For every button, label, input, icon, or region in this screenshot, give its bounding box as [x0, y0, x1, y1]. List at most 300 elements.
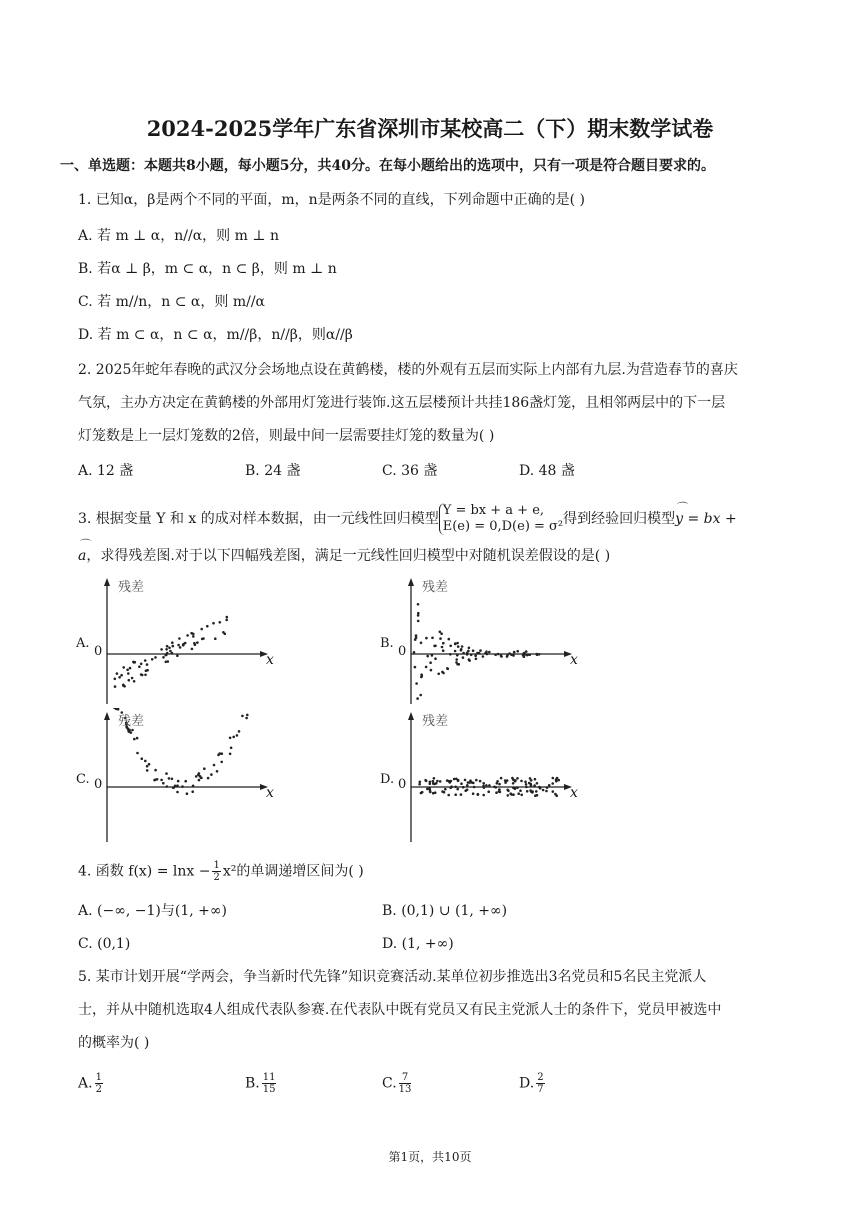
residual-dot: [479, 649, 482, 652]
residual-dot: [133, 680, 136, 683]
residual-dot: [525, 650, 528, 653]
residual-dot: [512, 793, 515, 796]
residual-dot: [415, 682, 418, 685]
residual-dot: [512, 787, 515, 790]
residual-dot: [140, 663, 143, 666]
plot-b-ylabel: 残差: [422, 580, 449, 595]
question-4-option-b: B. (0,1) ∪ (1, +∞): [382, 903, 508, 919]
question-2-line-3: 灯笼数是上一层灯笼数的2倍，则最中间一层需要挂灯笼的数量为( ): [78, 428, 495, 444]
question-4-option-d: D. (1, +∞): [382, 936, 454, 952]
residual-dot: [536, 782, 539, 785]
residual-dot: [177, 780, 180, 783]
residual-dot: [225, 619, 228, 622]
residual-dot: [129, 667, 132, 670]
residual-dot: [122, 666, 125, 669]
residual-dot: [197, 774, 200, 777]
y-axis-arrow: [104, 712, 110, 720]
residual-dot: [516, 786, 519, 789]
question-2-line-1: 2. 2025年蛇年春晚的武汉分会场地点设在黄鹤楼，楼的外观有五层而实际上内部有九层.为营造春节的喜庆: [78, 362, 738, 378]
residual-dot: [470, 654, 473, 657]
residual-dot: [179, 646, 182, 649]
residual-dot: [504, 779, 507, 782]
y-axis-arrow: [408, 578, 414, 586]
question-4-text-b: x²的单调递增区间为( ): [222, 863, 364, 880]
residual-dot: [441, 646, 444, 649]
question-3-line-2: [78, 546, 610, 566]
residual-dot: [132, 661, 135, 664]
model-eq-1: Y = bx + a + e,: [442, 503, 545, 518]
question-5-line-2: 士，并从中随机选取4人组成代表队参赛.在代表队中既有党员又有民主党派人士的条件下，党员甲被选中: [78, 1002, 722, 1018]
y-axis-arrow: [408, 712, 414, 720]
residual-dot: [141, 757, 144, 760]
residual-dot: [167, 660, 170, 663]
residual-dot: [506, 654, 509, 657]
residual-dot: [525, 783, 528, 786]
residual-dot: [555, 794, 558, 797]
residual-dot: [171, 652, 174, 655]
residual-dot: [213, 764, 216, 767]
residual-dot: [232, 736, 235, 739]
residual-dot: [460, 649, 463, 652]
residual-dot: [456, 654, 459, 657]
residual-dot: [186, 634, 189, 637]
residual-dot: [525, 786, 528, 789]
residual-dot: [482, 794, 485, 797]
residual-dot: [498, 788, 501, 791]
residual-dot: [507, 790, 510, 793]
residual-dot: [449, 781, 452, 784]
plot-c-xlabel: x: [266, 785, 274, 801]
residual-dot: [144, 659, 147, 662]
residual-dot: [477, 793, 480, 796]
residual-dot: [479, 780, 482, 783]
residual-dot: [454, 650, 457, 653]
plot-a-origin: 0: [94, 644, 103, 659]
residual-dot: [131, 677, 134, 680]
residual-dot: [500, 655, 503, 658]
residual-dot: [191, 790, 194, 793]
residual-dot: [136, 737, 139, 740]
residual-dot: [456, 788, 459, 791]
residual-dot: [414, 666, 417, 669]
residual-dot: [120, 674, 123, 677]
residual-dot: [417, 603, 420, 606]
residual-dot: [497, 653, 500, 656]
residual-dot: [442, 642, 445, 645]
residual-dot: [133, 738, 136, 741]
residual-dot: [144, 674, 147, 677]
fraction-numerator: 11: [262, 1072, 276, 1083]
residual-dot: [160, 648, 163, 651]
residual-dot: [226, 616, 229, 619]
residual-dot: [487, 790, 490, 793]
residual-dot: [418, 783, 421, 786]
residual-dot: [483, 786, 486, 789]
residual-dot: [436, 780, 439, 783]
residual-dot: [468, 647, 471, 650]
residual-dot: [510, 653, 513, 656]
fraction-denominator: 2: [95, 1084, 102, 1095]
residual-dot: [169, 650, 172, 653]
plot-d-xlabel: x: [570, 785, 578, 801]
residual-dot: [165, 648, 168, 651]
residual-dot: [439, 631, 442, 634]
residual-dot: [414, 638, 417, 641]
residual-dot: [165, 772, 168, 775]
residual-dot: [207, 777, 210, 780]
residual-plot-d-svg: [380, 708, 590, 844]
option-label: C.: [382, 1075, 397, 1092]
residual-dot: [512, 782, 515, 785]
residual-dot: [472, 792, 475, 795]
residual-dot: [528, 782, 531, 785]
residual-points: [114, 616, 229, 688]
residual-dot: [434, 791, 437, 794]
residual-dot: [449, 645, 452, 648]
residual-dot: [184, 780, 187, 783]
residual-dot: [154, 769, 157, 772]
residual-dot: [229, 753, 232, 756]
question-1-option-a: A. 若 m ⊥ α，n//α，则 m ⊥ n: [78, 228, 279, 244]
residual-dot: [222, 631, 225, 634]
residual-dot: [442, 649, 445, 652]
question-4-text-a: 4. 函数 f(x) = lnx −: [78, 863, 211, 880]
residual-dot: [455, 778, 458, 781]
plot-a-xlabel: x: [266, 652, 274, 668]
residual-dot: [192, 635, 195, 638]
residual-dot: [196, 641, 199, 644]
residual-dot: [495, 791, 498, 794]
residual-dot: [464, 779, 467, 782]
question-4-stem: [78, 860, 364, 883]
residual-dot: [212, 622, 215, 625]
residual-dot: [131, 729, 134, 732]
residual-dot: [434, 657, 437, 660]
residual-dot: [475, 779, 478, 782]
residual-dot: [118, 676, 121, 679]
fraction-numerator: 2: [537, 1072, 544, 1083]
residual-dot: [526, 790, 529, 793]
residual-dot: [455, 658, 458, 661]
residual-dot: [552, 777, 555, 780]
residual-dot: [114, 685, 117, 688]
question-3-text-a: 3. 根据变量 Y 和 x 的成对样本数据，由一元线性回归模型: [78, 511, 439, 527]
residual-dot: [441, 790, 444, 793]
plot-c-origin: 0: [94, 777, 103, 792]
fraction-denominator: 2: [213, 872, 220, 883]
fraction-denominator: 15: [262, 1084, 276, 1095]
residual-dot: [466, 784, 469, 787]
question-2-option-a: A. 12 盏: [78, 463, 134, 479]
residual-dot: [485, 650, 488, 653]
residual-dot: [466, 789, 469, 792]
residual-dot: [457, 645, 460, 648]
residual-dot: [420, 642, 423, 645]
residual-dot: [536, 653, 539, 656]
residual-dot: [220, 761, 223, 764]
question-1-option-b: B. 若α ⊥ β，m ⊂ α，n ⊂ β，则 m ⊥ n: [78, 261, 337, 277]
question-5-option-c: [382, 1072, 413, 1095]
residual-dot: [462, 652, 465, 655]
residual-dot: [468, 659, 471, 662]
model-eq-2: E(e) = 0,D(e) = σ²: [442, 519, 564, 534]
residual-dot: [454, 793, 457, 796]
residual-dot: [162, 782, 165, 785]
residual-dot: [168, 647, 171, 650]
residual-dot: [474, 654, 477, 657]
residual-dot: [516, 777, 519, 780]
residual-dot: [203, 767, 206, 770]
residual-dot: [206, 625, 209, 628]
residual-dot: [178, 637, 181, 640]
residual-dot: [446, 667, 449, 670]
fraction-numerator: 1: [95, 1072, 102, 1083]
plot-a-ylabel: 残差: [118, 580, 145, 595]
residual-dot: [168, 777, 171, 780]
residual-dot: [245, 717, 248, 720]
residual-dot: [482, 782, 485, 785]
residual-dot: [432, 782, 435, 785]
residual-dot: [426, 655, 429, 658]
residual-dot: [415, 634, 418, 637]
residual-dot: [524, 781, 527, 784]
residual-dot: [433, 777, 436, 780]
question-4-option-c: C. (0,1): [78, 936, 131, 952]
residual-dot: [219, 621, 222, 624]
residual-dot: [241, 715, 244, 718]
residual-dot: [413, 651, 416, 654]
fraction-denominator: 7: [537, 1084, 544, 1095]
question-4-option-a: A. (−∞, −1)与(1, +∞): [78, 903, 227, 919]
residual-plot-c: [76, 708, 286, 844]
fraction-numerator: 1: [213, 860, 220, 871]
residual-dot: [519, 789, 522, 792]
residual-dot: [447, 794, 450, 797]
residual-points: [413, 603, 541, 700]
residual-plot-d: [380, 708, 590, 844]
residual-dot: [460, 793, 463, 796]
option-fraction: [95, 1072, 103, 1095]
residual-dot: [548, 784, 551, 787]
residual-dot: [520, 780, 523, 783]
residual-dot: [555, 780, 558, 783]
fraction-numerator: 7: [399, 1072, 412, 1084]
residual-dot: [176, 791, 179, 794]
residual-dot: [446, 779, 449, 782]
residual-dot: [177, 644, 180, 647]
residual-dot: [448, 638, 451, 641]
residual-dot: [216, 770, 219, 773]
residual-dot: [440, 632, 443, 635]
question-2-option-d: D. 48 盏: [519, 463, 575, 479]
residual-dot: [529, 777, 532, 780]
residual-dot: [148, 763, 151, 766]
residual-dot: [426, 788, 429, 791]
plot-d-origin: 0: [398, 777, 407, 792]
fraction-denominator: 13: [398, 1084, 412, 1095]
residual-dot: [200, 777, 203, 780]
question-5-line-1: 5. 某市计划开展“学两会，争当新时代先锋”知识竞赛活动.某单位初步推选出3名党员和5名民主党派人: [78, 969, 707, 985]
option-label: B.: [245, 1075, 260, 1092]
residual-dot: [192, 785, 195, 788]
residual-plot-a: [76, 574, 286, 706]
residual-dot: [434, 645, 437, 648]
residual-dot: [429, 791, 432, 794]
residual-dot: [496, 780, 499, 783]
residual-dot: [435, 782, 438, 785]
residual-dot: [126, 669, 129, 672]
residual-plot-a-svg: [76, 574, 286, 706]
residual-dot: [146, 769, 149, 772]
residual-dot: [420, 792, 423, 795]
residual-dot: [449, 653, 452, 656]
residual-dot: [462, 786, 465, 789]
residual-dot: [424, 779, 427, 782]
question-3-text-c: ，求得残差图.对于以下四幅残差图，满足一元线性回归模型中对随机误差假设的是( ): [86, 548, 611, 564]
section-heading: 一、单选题：本题共8小题，每小题5分，共40分。在每小题给出的选项中，只有一项是符合题目要求的。: [60, 158, 715, 174]
residual-dot: [172, 645, 175, 648]
residual-dot: [485, 784, 488, 787]
plot-b-xlabel: x: [570, 652, 578, 668]
residual-dot: [542, 789, 545, 792]
residual-dot: [482, 655, 485, 658]
residual-dot: [478, 652, 481, 655]
residual-dot: [171, 778, 174, 781]
residual-dot: [530, 784, 533, 787]
residual-dot: [432, 780, 435, 783]
residual-dot: [473, 786, 476, 789]
question-5-option-a: [78, 1072, 105, 1095]
question-5-line-3: 的概率为( ): [78, 1035, 150, 1051]
residual-dot: [533, 784, 536, 787]
residual-dot: [520, 794, 523, 797]
empirical-model: ⌒ y = bx +: [675, 509, 737, 529]
residual-dot: [507, 794, 510, 797]
residual-dot: [509, 792, 512, 795]
residual-dot: [419, 694, 422, 697]
residual-dot: [210, 773, 213, 776]
residual-dot: [488, 784, 491, 787]
residual-dot: [419, 781, 422, 784]
residual-dot: [494, 654, 497, 657]
option-fraction: [536, 1072, 544, 1095]
residual-dot: [429, 661, 432, 664]
residual-dot: [528, 653, 531, 656]
residual-dot: [166, 652, 169, 655]
residual-dot: [516, 650, 519, 653]
residual-dot: [230, 747, 233, 750]
residual-dot: [425, 637, 428, 640]
option-fraction: [262, 1072, 277, 1095]
residual-dot: [431, 654, 434, 657]
option-label: D.: [519, 1075, 535, 1092]
plot-b-origin: 0: [398, 644, 407, 659]
residual-dot: [557, 779, 560, 782]
residual-dot: [236, 734, 239, 737]
residual-dot: [176, 654, 179, 657]
plot-c-ylabel: 残差: [118, 714, 145, 729]
residual-dot: [174, 785, 177, 788]
residual-dot: [194, 643, 197, 646]
residual-dot: [467, 650, 470, 653]
residual-dot: [162, 656, 165, 659]
residual-dot: [238, 730, 241, 733]
residual-dot: [192, 633, 195, 636]
one-half-fraction: [212, 860, 220, 883]
question-1-option-c: C. 若 m//n，n ⊂ α，则 m//α: [78, 294, 266, 310]
residual-dot: [186, 792, 189, 795]
residual-dot: [146, 765, 149, 768]
residual-dot: [191, 648, 194, 651]
residual-dot: [546, 786, 549, 789]
residual-dot: [156, 778, 159, 781]
residual-dot: [128, 679, 131, 682]
residual-dot: [429, 782, 432, 785]
residual-dot: [144, 760, 147, 763]
plot-b-label: B.: [380, 636, 394, 651]
residual-dot: [416, 697, 419, 700]
residual-dot: [417, 612, 420, 615]
residual-dot: [160, 779, 163, 782]
question-2-line-2: 气氛，主办方决定在黄鹤楼的外部用灯笼进行装饰.这五层楼预计共挂186盏灯笼，且相邻两层中的下一层: [78, 395, 726, 411]
residual-dot: [454, 786, 457, 789]
residual-dot: [552, 790, 555, 793]
residual-dot: [513, 651, 516, 654]
residual-dot: [214, 637, 217, 640]
residual-dot: [153, 779, 156, 782]
residual-dot: [523, 652, 526, 655]
plot-c-label: C.: [76, 772, 90, 787]
residual-dot: [523, 655, 526, 658]
question-3-line-1: [78, 503, 737, 535]
question-1-stem: 1. 已知α，β是两个不同的平面，m，n是两条不同的直线，下列命题中正确的是( ): [78, 192, 586, 208]
question-5-option-d: [519, 1072, 547, 1095]
residual-dot: [500, 777, 503, 780]
question-1-option-d: D. 若 m ⊂ α，n ⊂ α，m//β，n//β，则α//β: [78, 327, 353, 343]
residual-dot: [456, 642, 459, 645]
residual-dot: [551, 782, 554, 785]
a-hat-symbol: ⌒ a: [78, 546, 86, 566]
residual-dot: [535, 790, 538, 793]
residual-dot: [493, 786, 496, 789]
residual-plot-b: [380, 574, 590, 706]
residual-dot: [458, 663, 461, 666]
residual-dot: [184, 642, 187, 645]
residual-dot: [417, 614, 420, 617]
exam-title: 2024-2025学年广东省深圳市某校高二（下）期末数学试卷: [146, 116, 714, 141]
residual-dot: [195, 775, 198, 778]
residual-dot: [140, 673, 143, 676]
residual-dot: [181, 785, 184, 788]
residual-dot: [536, 794, 539, 797]
residual-dot: [171, 641, 174, 644]
residual-dot: [138, 665, 141, 668]
residual-dot: [229, 737, 232, 740]
residual-dot: [461, 645, 464, 648]
residual-dot: [246, 714, 249, 717]
residual-dot: [430, 669, 433, 672]
residual-dot: [439, 637, 442, 640]
plot-d-ylabel: 残差: [422, 714, 449, 729]
residual-dot: [417, 620, 420, 623]
residual-dot: [514, 779, 517, 782]
regression-model-system: [439, 503, 563, 535]
y-axis-arrow: [104, 578, 110, 586]
residual-dot: [529, 789, 532, 792]
residual-dot: [116, 672, 119, 675]
residual-dot: [455, 661, 458, 664]
residual-plot-c-svg: [76, 708, 286, 844]
